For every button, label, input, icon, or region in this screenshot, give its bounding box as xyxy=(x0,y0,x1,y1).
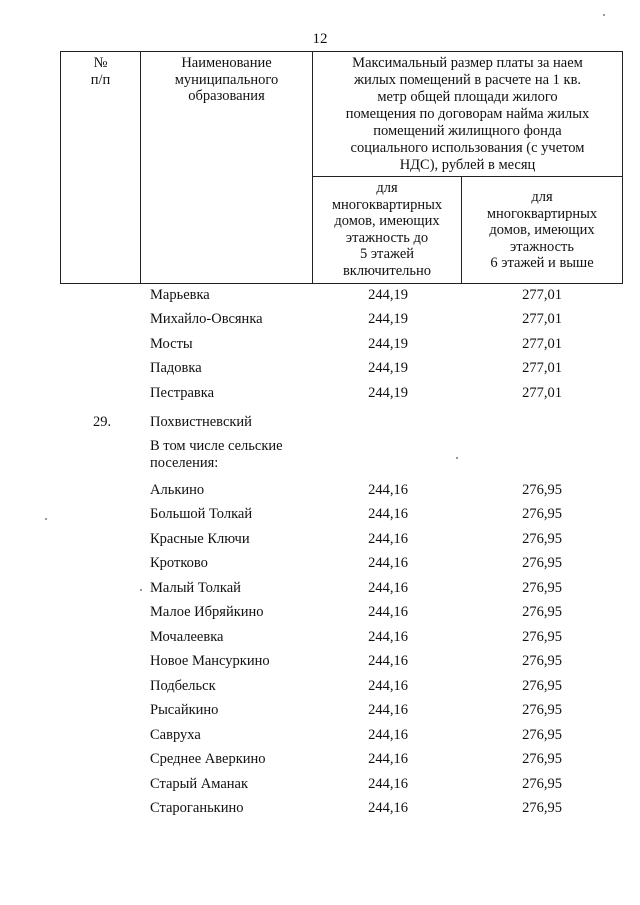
value-up-to-5-floors: 244,16 xyxy=(368,727,408,743)
settlement-name: Подбельск xyxy=(150,678,216,694)
table-row xyxy=(0,311,640,333)
settlement-name: Большой Толкай xyxy=(150,506,253,522)
table-top-border xyxy=(60,51,623,52)
settlement-name: Рысайкино xyxy=(150,702,219,718)
value-up-to-5-floors: 244,19 xyxy=(368,287,408,303)
table-row xyxy=(0,555,640,577)
value-6-floors-and-above: 276,95 xyxy=(522,678,562,694)
settlement-name: Староганькино xyxy=(150,800,244,816)
value-up-to-5-floors: 244,16 xyxy=(368,555,408,571)
value-6-floors-and-above: 276,95 xyxy=(522,482,562,498)
settlement-name: Кротково xyxy=(150,555,208,571)
value-6-floors-and-above: 276,95 xyxy=(522,629,562,645)
value-up-to-5-floors: 244,19 xyxy=(368,336,408,352)
settlement-name: Мочалеевка xyxy=(150,629,224,645)
value-up-to-5-floors: 244,19 xyxy=(368,311,408,327)
district-number: 29. xyxy=(93,414,112,430)
table-row xyxy=(0,604,640,626)
table-row xyxy=(0,751,640,773)
scan-speck xyxy=(456,457,458,459)
value-6-floors-and-above: 276,95 xyxy=(522,580,562,596)
header-municipality: Наименование муниципального образования xyxy=(174,55,279,104)
district-name: Похвистневский xyxy=(150,414,252,430)
settlement-name: Старый Аманак xyxy=(150,776,249,792)
value-6-floors-and-above: 277,01 xyxy=(522,287,562,303)
value-up-to-5-floors: 244,16 xyxy=(368,482,408,498)
settlement-name: Алькино xyxy=(150,482,205,498)
value-up-to-5-floors: 244,16 xyxy=(368,678,408,694)
table-row xyxy=(0,653,640,675)
table-row xyxy=(0,287,640,309)
settlement-name: Малое Ибряйкино xyxy=(150,604,264,620)
district-subtitle: В том числе сельские поселения: xyxy=(150,438,283,471)
table-row xyxy=(0,702,640,724)
value-up-to-5-floors: 244,19 xyxy=(368,360,408,376)
value-up-to-5-floors: 244,16 xyxy=(368,653,408,669)
header-max-payment: Максимальный размер платы за наем жилых помещений в расчете на 1 кв. метр общей площади жилого помещения по договорам найма жилых помещений жилищного фонда социального использования (с учетом НДС), рублей в месяц xyxy=(345,55,590,173)
value-6-floors-and-above: 276,95 xyxy=(522,727,562,743)
value-6-floors-and-above: 276,95 xyxy=(522,506,562,522)
table-row xyxy=(0,678,640,700)
table-row xyxy=(0,336,640,358)
table-row xyxy=(0,800,640,822)
value-6-floors-and-above: 276,95 xyxy=(522,751,562,767)
scan-speck xyxy=(603,14,605,16)
value-6-floors-and-above: 276,95 xyxy=(522,702,562,718)
value-up-to-5-floors: 244,19 xyxy=(368,385,408,401)
value-up-to-5-floors: 244,16 xyxy=(368,604,408,620)
table-row xyxy=(0,360,640,382)
value-6-floors-and-above: 276,95 xyxy=(522,800,562,816)
settlement-name: Падовка xyxy=(150,360,202,376)
table-row xyxy=(0,506,640,528)
value-6-floors-and-above: 277,01 xyxy=(522,385,562,401)
value-up-to-5-floors: 244,16 xyxy=(368,702,408,718)
page-number: 12 xyxy=(312,31,328,47)
table-row xyxy=(0,776,640,798)
header-bottom-border xyxy=(60,283,623,284)
value-6-floors-and-above: 277,01 xyxy=(522,360,562,376)
value-6-floors-and-above: 276,95 xyxy=(522,604,562,620)
header-number: № п/п xyxy=(90,55,111,88)
settlement-name: Михайло-Овсянка xyxy=(150,311,263,327)
value-6-floors-and-above: 276,95 xyxy=(522,776,562,792)
value-6-floors-and-above: 276,95 xyxy=(522,653,562,669)
value-up-to-5-floors: 244,16 xyxy=(368,506,408,522)
value-up-to-5-floors: 244,16 xyxy=(368,531,408,547)
settlement-name: Савруха xyxy=(150,727,201,743)
district-row xyxy=(0,414,640,436)
value-6-floors-and-above: 276,95 xyxy=(522,555,562,571)
header-6-floors-and-above: для многоквартирных домов, имеющих этажность 6 этажей и выше xyxy=(486,189,598,271)
scan-speck xyxy=(140,589,142,591)
table-row xyxy=(0,531,640,553)
settlement-name: Малый Толкай xyxy=(150,580,241,596)
table-row xyxy=(0,580,640,602)
settlement-name: Новое Мансуркино xyxy=(150,653,270,669)
table-row xyxy=(0,385,640,407)
value-6-floors-and-above: 277,01 xyxy=(522,311,562,327)
table-right-border xyxy=(622,51,623,284)
settlement-name: Мосты xyxy=(150,336,193,352)
scan-speck xyxy=(45,518,47,520)
header-up-to-5-floors: для многоквартирных домов, имеющих этажность до 5 этажей включительно xyxy=(331,180,443,279)
value-6-floors-and-above: 276,95 xyxy=(522,531,562,547)
settlement-name: Марьевка xyxy=(150,287,210,303)
value-up-to-5-floors: 244,16 xyxy=(368,800,408,816)
value-up-to-5-floors: 244,16 xyxy=(368,629,408,645)
table-row xyxy=(0,629,640,651)
settlement-name: Пестравка xyxy=(150,385,215,401)
value-up-to-5-floors: 244,16 xyxy=(368,751,408,767)
table-row xyxy=(0,727,640,749)
table-row xyxy=(0,482,640,504)
value-up-to-5-floors: 244,16 xyxy=(368,776,408,792)
settlement-name: Среднее Аверкино xyxy=(150,751,266,767)
subheader-divider xyxy=(312,176,623,177)
settlement-name: Красные Ключи xyxy=(150,531,250,547)
value-up-to-5-floors: 244,16 xyxy=(368,580,408,596)
value-6-floors-and-above: 277,01 xyxy=(522,336,562,352)
